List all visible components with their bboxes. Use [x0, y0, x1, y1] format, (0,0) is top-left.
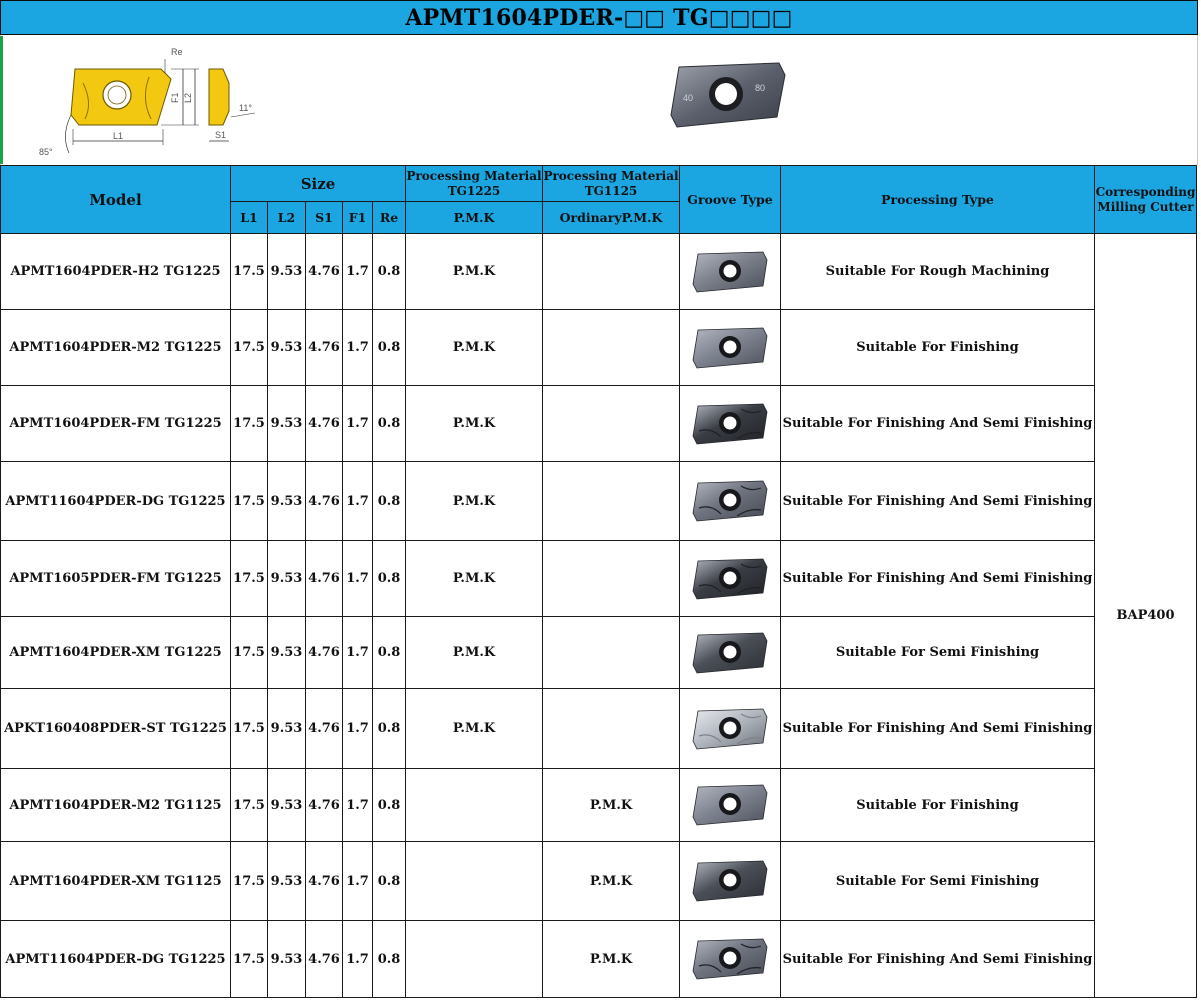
- table-row: [1, 617, 1197, 689]
- l1-cell: 17.5: [231, 617, 268, 689]
- page-title: APMT1604PDER-□□ TG□□□□: [0, 0, 1198, 35]
- l2-cell: 9.53: [268, 842, 306, 921]
- insert-xm-icon: [691, 858, 769, 904]
- re-cell: 0.8: [373, 921, 406, 998]
- cell-marker: [0, 36, 3, 164]
- processing-type-cell: Suitable For Finishing And Semi Finishing: [781, 462, 1095, 541]
- groove-type-cell: [680, 689, 781, 769]
- l2-label: L2: [183, 92, 193, 103]
- tg1225-cell: [406, 842, 543, 921]
- pm-tg1125-sub: OrdinaryP.M.K: [543, 202, 680, 234]
- dimension-drawing-icon: [33, 43, 273, 158]
- tg1125-cell: P.M.K: [543, 921, 680, 998]
- groove-type-cell: [680, 617, 781, 689]
- insert-m2-icon: [691, 325, 769, 371]
- l2-cell: 9.53: [268, 541, 306, 617]
- processing-type-cell: Suitable For Finishing: [781, 769, 1095, 842]
- l1-cell: 17.5: [231, 386, 268, 462]
- tg1225-cell: P.M.K: [406, 462, 543, 541]
- tg1125-cell: P.M.K: [543, 842, 680, 921]
- svg-text:80: 80: [755, 83, 766, 93]
- s1-cell: 4.76: [306, 769, 343, 842]
- size-col-f1: F1: [343, 202, 373, 234]
- tg1125-cell: [543, 462, 680, 541]
- model-cell: APMT1604PDER-FM TG1225: [1, 386, 231, 462]
- s1-cell: 4.76: [306, 386, 343, 462]
- table-row: [1, 541, 1197, 617]
- angle-11-label: 11°: [239, 103, 252, 113]
- product-image-band: [0, 35, 1198, 165]
- groove-type-cell: [680, 310, 781, 386]
- insert-dg-icon: [691, 936, 769, 982]
- groove-type-cell: [680, 386, 781, 462]
- f1-cell: 1.7: [343, 541, 373, 617]
- tg1125-cell: [543, 310, 680, 386]
- model-cell: APMT1605PDER-FM TG1225: [1, 541, 231, 617]
- size-header: Size: [231, 166, 406, 202]
- l2-cell: 9.53: [268, 310, 306, 386]
- f1-cell: 1.7: [343, 386, 373, 462]
- model-cell: APMT1604PDER-M2 TG1125: [1, 769, 231, 842]
- model-cell: APMT1604PDER-XM TG1125: [1, 842, 231, 921]
- tg1225-cell: P.M.K: [406, 386, 543, 462]
- size-col-s1: S1: [306, 202, 343, 234]
- re-cell: 0.8: [373, 617, 406, 689]
- l2-cell: 9.53: [268, 769, 306, 842]
- model-cell: APMT11604PDER-DG TG1225: [1, 921, 231, 998]
- insert-st-icon: [691, 706, 769, 752]
- l1-label: L1: [113, 131, 124, 141]
- size-col-l2: L2: [268, 202, 306, 234]
- groove-type-cell: [680, 234, 781, 310]
- insert-dg-icon: [691, 478, 769, 524]
- f1-cell: 1.7: [343, 234, 373, 310]
- table-row: [1, 310, 1197, 386]
- re-cell: 0.8: [373, 541, 406, 617]
- processing-type-cell: Suitable For Rough Machining: [781, 234, 1095, 310]
- processing-type-cell: Suitable For Finishing And Semi Finishing: [781, 386, 1095, 462]
- processing-type-cell: Suitable For Semi Finishing: [781, 617, 1095, 689]
- groove-type-cell: [680, 541, 781, 617]
- table-row: [1, 689, 1197, 769]
- tg1225-cell: P.M.K: [406, 617, 543, 689]
- tg1225-cell: P.M.K: [406, 310, 543, 386]
- size-col-re: Re: [373, 202, 406, 234]
- table-row: [1, 234, 1197, 310]
- s1-cell: 4.76: [306, 842, 343, 921]
- l2-cell: 9.53: [268, 234, 306, 310]
- tg1125-cell: [543, 386, 680, 462]
- insert-fm-icon: [691, 556, 769, 602]
- insert-h2-icon: [691, 249, 769, 295]
- svg-text:40: 40: [683, 93, 694, 103]
- s1-label: S1: [215, 130, 227, 140]
- model-header: Model: [1, 166, 231, 234]
- tg1225-cell: P.M.K: [406, 234, 543, 310]
- re-cell: 0.8: [373, 689, 406, 769]
- table-row: [1, 842, 1197, 921]
- tg1125-cell: P.M.K: [543, 769, 680, 842]
- pm-tg1125-header: Processing Material TG1125: [543, 166, 680, 202]
- processing-type-cell: Suitable For Finishing And Semi Finishing: [781, 541, 1095, 617]
- s1-cell: 4.76: [306, 462, 343, 541]
- model-cell: APMT11604PDER-DG TG1225: [1, 462, 231, 541]
- s1-cell: 4.76: [306, 541, 343, 617]
- l1-cell: 17.5: [231, 541, 268, 617]
- groove-type-header: Groove Type: [680, 166, 781, 234]
- l2-cell: 9.53: [268, 462, 306, 541]
- tg1125-cell: [543, 541, 680, 617]
- f1-label: F1: [170, 92, 180, 103]
- insert-m2-icon: [691, 782, 769, 828]
- insert-fm-icon: [691, 401, 769, 447]
- l1-cell: 17.5: [231, 689, 268, 769]
- tg1225-cell: P.M.K: [406, 689, 543, 769]
- size-col-l1: L1: [231, 202, 268, 234]
- milling-cutter-cell: BAP400: [1095, 234, 1197, 998]
- processing-type-cell: Suitable For Finishing And Semi Finishing: [781, 689, 1095, 769]
- model-cell: APMT1604PDER-XM TG1225: [1, 617, 231, 689]
- re-cell: 0.8: [373, 234, 406, 310]
- processing-type-cell: Suitable For Semi Finishing: [781, 842, 1095, 921]
- groove-type-cell: [680, 769, 781, 842]
- spec-table: [0, 165, 1197, 998]
- table-row: [1, 769, 1197, 842]
- tg1125-cell: [543, 617, 680, 689]
- groove-type-cell: [680, 462, 781, 541]
- s1-cell: 4.76: [306, 921, 343, 998]
- angle-85-label: 85°: [39, 147, 53, 157]
- re-cell: 0.8: [373, 842, 406, 921]
- f1-cell: 1.7: [343, 689, 373, 769]
- table-row: [1, 386, 1197, 462]
- groove-type-cell: [680, 842, 781, 921]
- table-row: [1, 921, 1197, 998]
- model-cell: APMT1604PDER-H2 TG1225: [1, 234, 231, 310]
- tg1225-cell: P.M.K: [406, 541, 543, 617]
- s1-cell: 4.76: [306, 689, 343, 769]
- l1-cell: 17.5: [231, 842, 268, 921]
- processing-type-cell: Suitable For Finishing And Semi Finishing: [781, 921, 1095, 998]
- s1-cell: 4.76: [306, 310, 343, 386]
- model-cell: APKT160408PDER-ST TG1225: [1, 689, 231, 769]
- tg1225-cell: [406, 769, 543, 842]
- l1-cell: 17.5: [231, 310, 268, 386]
- l1-cell: 17.5: [231, 462, 268, 541]
- l2-cell: 9.53: [268, 386, 306, 462]
- l2-cell: 9.53: [268, 689, 306, 769]
- insert-photo-icon: [669, 61, 789, 131]
- f1-cell: 1.7: [343, 462, 373, 541]
- table-row: [1, 462, 1197, 541]
- pm-tg1225-header: Processing Material TG1225: [406, 166, 543, 202]
- tg1125-cell: [543, 689, 680, 769]
- milling-cutter-header: Corresponding Milling Cutter: [1095, 166, 1197, 234]
- f1-cell: 1.7: [343, 617, 373, 689]
- f1-cell: 1.7: [343, 842, 373, 921]
- l1-cell: 17.5: [231, 234, 268, 310]
- tg1125-cell: [543, 234, 680, 310]
- groove-type-cell: [680, 921, 781, 998]
- f1-cell: 1.7: [343, 921, 373, 998]
- model-cell: APMT1604PDER-M2 TG1225: [1, 310, 231, 386]
- l2-cell: 9.53: [268, 921, 306, 998]
- l1-cell: 17.5: [231, 769, 268, 842]
- processing-type-header: Processing Type: [781, 166, 1095, 234]
- l1-cell: 17.5: [231, 921, 268, 998]
- f1-cell: 1.7: [343, 769, 373, 842]
- re-cell: 0.8: [373, 462, 406, 541]
- f1-cell: 1.7: [343, 310, 373, 386]
- tg1225-cell: [406, 921, 543, 998]
- re-cell: 0.8: [373, 386, 406, 462]
- re-cell: 0.8: [373, 310, 406, 386]
- re-cell: 0.8: [373, 769, 406, 842]
- pm-tg1225-sub: P.M.K: [406, 202, 543, 234]
- s1-cell: 4.76: [306, 617, 343, 689]
- insert-xm-icon: [691, 630, 769, 676]
- l2-cell: 9.53: [268, 617, 306, 689]
- processing-type-cell: Suitable For Finishing: [781, 310, 1095, 386]
- re-label: Re: [171, 47, 183, 57]
- s1-cell: 4.76: [306, 234, 343, 310]
